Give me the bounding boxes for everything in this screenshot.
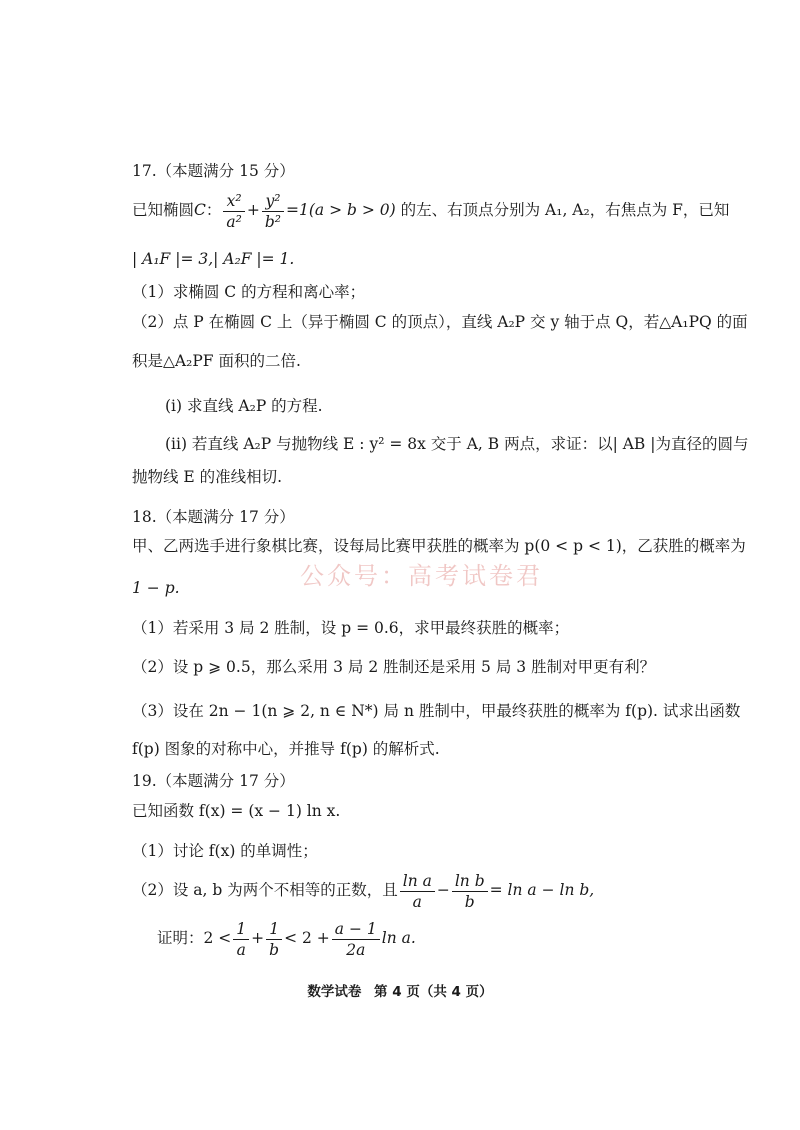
q19-stem: 已知函数 f(x) = (x − 1) ln x. [132, 802, 341, 820]
q19-part2-suffix: = ln a − ln b, [489, 881, 595, 899]
q18-part2: （2）设 p ⩾ 0.5，那么采用 3 局 2 胜制还是采用 5 局 3 胜制对甲更有利？ [132, 658, 656, 676]
footer-page-number: 第 4 页（共 4 页） [374, 984, 493, 1000]
q17-sub-ii-line2: 抛物线 E 的准线相切. [132, 468, 283, 486]
q19-frac-1-a: $\frac{1}{a}$ [233, 919, 249, 960]
q17-sub-ii-line1: (ii) 若直线 A₂P 与抛物线 E : y² = 8x 交于 A, B 两点，求证：以| AB |为直径的圆与 [165, 435, 749, 453]
q18-stem-line2: 1 − p. [132, 579, 180, 597]
q19-proof-prefix: 证明：2 < [157, 929, 232, 947]
q19-header: 19.（本题满分 17 分） [132, 772, 295, 790]
q19-proof-plus: + [251, 929, 265, 947]
q17-given: | A₁F |= 3,| A₂F |= 1. [132, 250, 295, 268]
q17-part2-line2: 积是△A₂PF 面积的二倍. [132, 352, 301, 370]
q19-frac-1-b: $\frac{1}{b}$ [266, 919, 282, 960]
q19-part2 [132, 868, 594, 912]
q17-frac-y: $\frac{\text{y²}}{\text{b²}}$ [262, 191, 284, 232]
q17-stem-prefix: 已知椭圆 [132, 201, 195, 219]
q17-frac-x: $\frac{\text{x²}}{\text{a²}}$ [223, 191, 244, 232]
q17-condition: =1(a > b > 0) [286, 201, 396, 219]
q17-ellipse-name: C [194, 201, 206, 219]
q17-part2-line1: （2）点 P 在椭圆 C 上（异于椭圆 C 的顶点），直线 A₂P 交 y 轴于点 Q，若△A₁PQ 的面 [132, 313, 748, 331]
q17-header: 17.（本题满分 15 分） [132, 162, 295, 180]
q18-header: 18.（本题满分 17 分） [132, 508, 295, 526]
q17-sub-i: (i) 求直线 A₂P 的方程. [165, 397, 323, 415]
q18-part3-line2: f(p) 图象的对称中心，并推导 f(p) 的解析式. [132, 740, 440, 758]
q19-frac-lna-a: $\frac{\text{ln a}}{a}$ [400, 871, 435, 912]
watermark: 公众号：高考试卷君 [300, 562, 543, 590]
q17-part1: （1）求椭圆 C 的方程和离心率； [132, 283, 366, 301]
q17-stem-suffix: 的左、右顶点分别为 A₁, A₂，右焦点为 F，已知 [400, 201, 730, 219]
q18-stem-line1: 甲、乙两选手进行象棋比赛，设每局比赛甲获胜的概率为 p(0 < p < 1)，乙获胜的概率为 [132, 537, 746, 555]
q19-part1: （1）讨论 f(x) 的单调性； [132, 842, 318, 860]
footer-subject: 数学试卷 [307, 984, 362, 1000]
q17-stem: 已知椭圆C： $\frac{\text{x²}}{\text{a²}}$ + $\frac{\text{y²}}{\text{b²}}$ =1(a > b > 0) 的左、右顶点分别为 A₁, A₂，右焦点为 F，已知 [132, 191, 730, 231]
q19-part2-prefix: （2）设 a, b 为两个不相等的正数，且 [132, 881, 398, 899]
q19-frac-a1-2a: $\frac{a - 1}{2a}$ [332, 919, 380, 960]
page-footer [0, 980, 800, 1000]
q19-minus: − [436, 881, 450, 899]
q19-proof [157, 916, 416, 960]
q19-proof-suffix: ln a. [381, 929, 416, 947]
q19-frac-lnb-b: $\frac{\text{ln b}}{b}$ [452, 871, 488, 912]
q17-plus: + [246, 201, 260, 219]
q18-part1: （1）若采用 3 局 2 胜制，设 p = 0.6，求甲最终获胜的概率； [132, 619, 570, 637]
q18-part3-line1: （3）设在 2n − 1(n ⩾ 2, n ∈ N*) 局 n 胜制中，甲最终获胜的概率为 f(p). 试求出函数 [132, 702, 741, 720]
q19-proof-mid: < 2 + [284, 929, 330, 947]
